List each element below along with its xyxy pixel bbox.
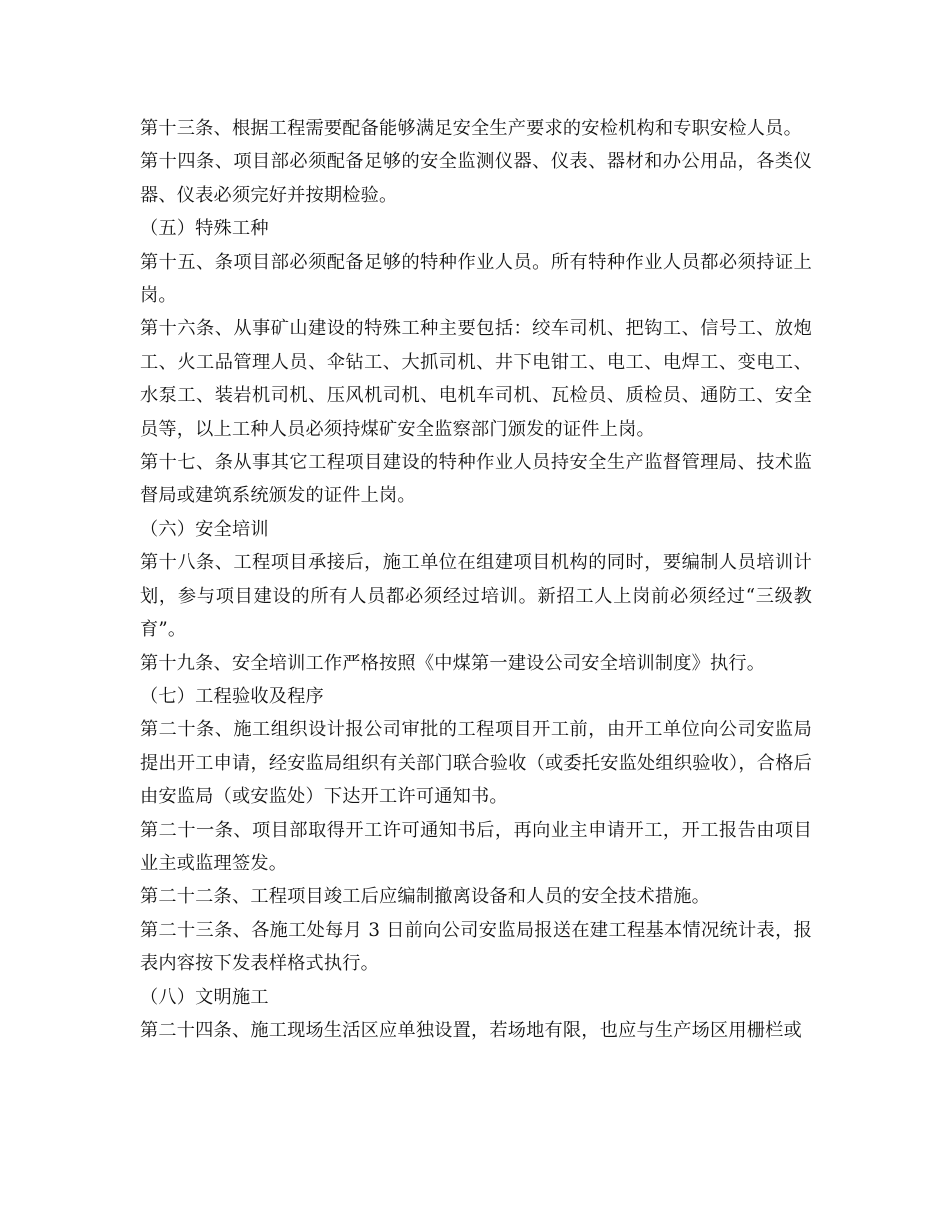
article-24: 第二十四条、施工现场生活区应单独设置，若场地有限，也应与生产场区用栅栏或 (140, 1019, 802, 1041)
article-22: 第二十二条、工程项目竣工后应编制撤离设备和人员的安全技术措施。 (140, 886, 711, 908)
document-page (140, 112, 812, 1047)
article-13: 第十三条、根据工程需要配备能够满足安全生产要求的安检机构和专职安检人员。 (140, 118, 802, 139)
article-17: 第十七、条从事其它工程项目建设的特种作业人员持安全生产监督管理局、技术监督局或建筑系统颁发的证件上岗。 (140, 452, 812, 507)
article-15: 第十五、条项目部必须配备足够的特种作业人员。所有特种作业人员都必须持证上岗。 (140, 251, 812, 307)
article-18: 第十八条、工程项目承接后，施工单位在组建项目机构的同时，要编制人员培训计划，参与项目建设的所有人员都必须经过培训。新招工人上岗前必须经过“三级教育”。 (140, 552, 812, 641)
article-21: 第二十一条、项目部取得开工许可通知书后，再向业主申请开工，开工报告由项目业主或监理签发。 (140, 819, 812, 874)
article-20: 第二十条、施工组织设计报公司审批的工程项目开工前，由开工单位向公司安监局提出开工申请，经安监局组织有关部门联合验收（或委托安监处组织验收），合格后由安监局（或安监处）下达开工许可通知书。 (140, 719, 812, 808)
article-16: 第十六条、从事矿山建设的特殊工种主要包括：绞车司机、把钩工、信号工、放炮工、火工品管理人员、伞钻工、大抓司机、井下电钳工、电工、电焊工、变电工、水泵工、装岩机司机、压风机司机、电机车司机、瓦检员、质检员、通防工、安全员等，以上工种人员必须持煤矿安全监察部门颁发的证件上岗。 (140, 318, 812, 440)
section-heading-safety-training: （六）安全培训 (140, 518, 269, 540)
section-heading-acceptance: （七）工程验收及程序 (140, 685, 324, 707)
article-19: 第十九条、安全培训工作严格按照《中煤第一建设公司安全培训制度》执行。 (140, 652, 766, 674)
article-23: 第二十三条、各施工处每月 3 日前向公司安监局报送在建工程基本情况统计表，报表内容按下发表样格式执行。 (140, 919, 812, 975)
article-14: 第十四条、项目部必须配备足够的安全监测仪器、仪表、器材和办公用品，各类仪器、仪表必须完好并按期检验。 (140, 151, 812, 206)
section-heading-special-trades: （五）特殊工种 (140, 218, 269, 240)
section-heading-civilized-construction: （八）文明施工 (140, 986, 269, 1008)
